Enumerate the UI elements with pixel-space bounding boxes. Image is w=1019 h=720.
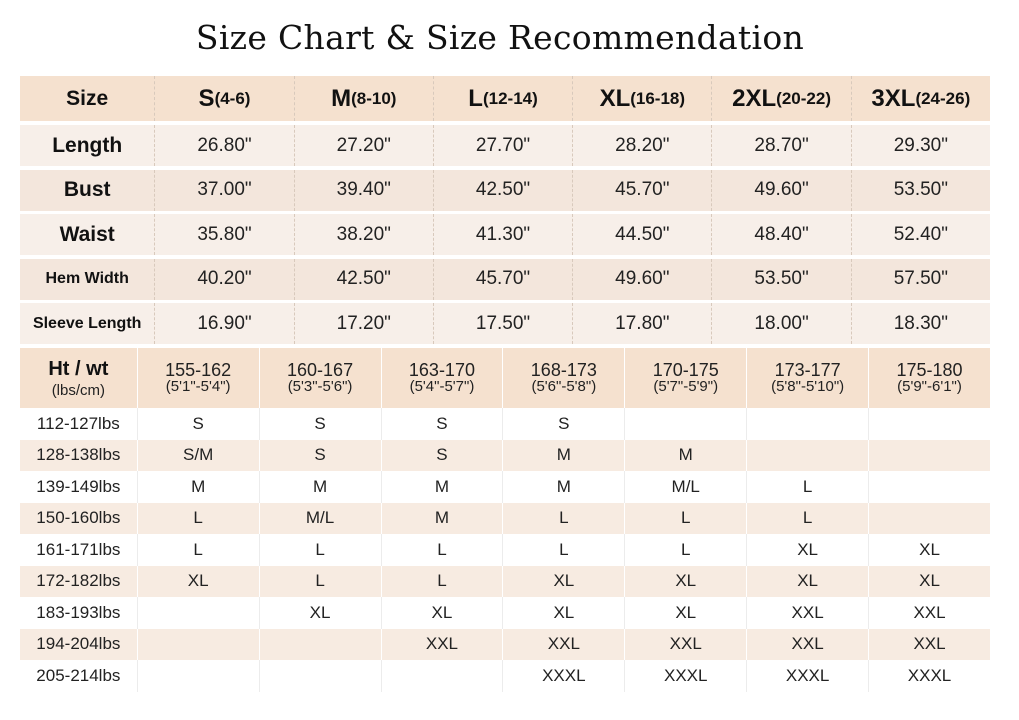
weight-range-label: 150-160lbs (36, 508, 121, 528)
size-range: (24-26) (915, 88, 971, 108)
recommended-size-cell: M (381, 471, 503, 503)
size-name: XL (599, 84, 631, 112)
measurement-value: 53.50" (893, 179, 948, 200)
height-cm-range: 163-170 (408, 360, 475, 380)
recommended-size-cell: M (502, 471, 624, 503)
weight-row (20, 440, 990, 472)
recommended-size-cell (137, 660, 259, 692)
weight-range-label: 205-214lbs (36, 665, 121, 685)
recommended-size-cell: XL (137, 566, 259, 598)
recommended-size-cell (259, 629, 381, 661)
height-cm-range: 170-175 (652, 360, 719, 380)
size-name: 2XL (732, 84, 777, 112)
size-range: (12-14) (482, 88, 538, 108)
measurement-value: 18.30" (893, 312, 948, 334)
measurement-value: 44.50" (573, 214, 712, 255)
recommended-size-cell: L (746, 471, 868, 503)
height-ft-range: (5'4"-5'7") (409, 378, 475, 395)
recommended-size-cell: XXL (868, 629, 990, 661)
height-cm-range: 155-162 (165, 360, 232, 380)
measurement-value: 52.40" (893, 223, 948, 245)
page-title: Size Chart & Size Recommendation (195, 18, 805, 57)
size-header-l (434, 76, 573, 121)
recommended-size-cell (746, 408, 868, 440)
recommended-size-cell (381, 660, 503, 692)
recommended-size-cell: L (502, 503, 624, 535)
height-column-header (259, 348, 381, 408)
recommended-size-cell: XXXL (502, 660, 624, 692)
recommended-size-cell: XL (624, 597, 746, 629)
height-ft-range: (5'6"-5'8") (531, 378, 597, 395)
measurement-value: 42.50" (295, 259, 434, 300)
recommendation-header-row (20, 348, 990, 408)
recommended-size-cell: M (502, 440, 624, 472)
recommended-size-cell (137, 597, 259, 629)
recommended-size-cell: M (624, 440, 746, 472)
recommended-size-cell: M/L (259, 503, 381, 535)
recommended-size-cell (746, 440, 868, 472)
size-header-s (155, 76, 294, 121)
recommended-size-cell: XXL (868, 597, 990, 629)
recommended-size-cell: S (381, 408, 503, 440)
measurement-label: Length (20, 125, 155, 166)
size-range: (16-18) (630, 88, 686, 108)
recommended-size-cell: L (259, 566, 381, 598)
recommended-size-cell: XXL (746, 629, 868, 661)
measurement-value: 37.00" (155, 170, 294, 211)
weight-range-label: 139-149lbs (36, 476, 121, 496)
measurement-value: 26.80" (155, 125, 294, 166)
recommended-size-cell: XL (502, 566, 624, 598)
measurement-value: 28.70" (712, 125, 851, 166)
weight-range-label: 112-127lbs (36, 413, 120, 433)
weight-range-label: 172-182lbs (36, 571, 121, 591)
recommended-size-cell: XL (868, 566, 990, 598)
height-cm-range: 175-180 (896, 360, 963, 380)
recommended-size-cell: S (502, 408, 624, 440)
measurement-value: 28.20" (573, 125, 712, 166)
weight-range-label: 194-204lbs (36, 634, 121, 654)
weight-row (20, 566, 990, 598)
height-column-header (381, 348, 503, 408)
ht-wt-corner (20, 348, 137, 408)
measurement-value: 17.50" (434, 303, 573, 344)
measurement-value: 41.30" (434, 214, 573, 255)
size-chart-row-bust (20, 170, 990, 211)
measurement-value: 40.20" (155, 259, 294, 300)
height-column-header (746, 348, 868, 408)
weight-row (20, 408, 990, 440)
recommended-size-cell: XXL (746, 597, 868, 629)
height-column-header (502, 348, 624, 408)
recommended-size-cell: XL (624, 566, 746, 598)
recommended-size-cell: XL (746, 566, 868, 598)
size-name: M (331, 84, 352, 112)
height-column-header (137, 348, 259, 408)
size-chart-row-waist (20, 214, 990, 255)
recommended-size-cell (868, 503, 990, 535)
measurement-label: Bust (20, 170, 155, 211)
recommended-size-cell: XL (381, 597, 503, 629)
measurement-value: 35.80" (155, 214, 294, 255)
recommended-size-cell: L (746, 503, 868, 535)
height-ft-range: (5'9"-6'1") (897, 378, 962, 395)
weight-range-label: 183-193lbs (36, 602, 121, 622)
size-recommendation-table (20, 348, 990, 692)
size-chart-row-length (20, 125, 990, 166)
measurement-value: 49.60" (573, 259, 712, 300)
size-corner-label: Size (20, 76, 155, 121)
height-ft-range: (5'7"-5'9") (653, 378, 719, 395)
recommended-size-cell (868, 471, 990, 503)
measurement-value: 42.50" (434, 170, 573, 211)
size-header-xl (573, 76, 712, 121)
recommended-size-cell: XL (746, 534, 868, 566)
weight-range-label: 128-138lbs (36, 445, 121, 465)
size-header-3xl (852, 76, 990, 121)
recommended-size-cell: S (381, 440, 503, 472)
recommended-size-cell: M (137, 471, 259, 503)
size-name: S (198, 84, 215, 112)
weight-row (20, 503, 990, 535)
measurement-value: 17.20" (295, 303, 434, 344)
measurement-value: 29.30" (893, 134, 948, 156)
recommended-size-cell: M (381, 503, 503, 535)
ht-wt-units: (lbs/cm) (51, 381, 106, 399)
recommended-size-cell: L (624, 534, 746, 566)
measurement-value: 18.00" (712, 303, 851, 344)
weight-row (20, 629, 990, 661)
recommended-size-cell: L (624, 503, 746, 535)
ht-wt-title: Ht / wt (48, 357, 109, 380)
measurement-value: 53.50" (712, 259, 851, 300)
recommended-size-cell: L (381, 534, 503, 566)
measurement-value: 45.70" (434, 259, 573, 300)
recommended-size-cell: L (502, 534, 624, 566)
recommended-size-cell: S (259, 408, 381, 440)
size-name: L (468, 84, 483, 112)
height-ft-range: (5'8"-5'10") (771, 378, 845, 395)
weight-row (20, 597, 990, 629)
recommended-size-cell: XL (868, 534, 990, 566)
height-ft-range: (5'1"-5'4") (165, 378, 231, 395)
recommended-size-cell (137, 629, 259, 661)
recommended-size-cell: XXL (381, 629, 503, 661)
height-ft-range: (5'3"-5'6") (287, 378, 353, 395)
recommended-size-cell: S (137, 408, 259, 440)
measurement-label: Sleeve Length (20, 303, 155, 344)
recommended-size-cell (624, 408, 746, 440)
weight-row (20, 471, 990, 503)
measurement-value: 16.90" (155, 303, 294, 344)
size-header-m (295, 76, 434, 121)
measurement-label: Waist (20, 214, 155, 255)
measurement-value: 27.70" (434, 125, 573, 166)
recommended-size-cell: XXXL (868, 660, 990, 692)
size-chart-row-hem-width (20, 259, 990, 300)
recommended-size-cell: L (259, 534, 381, 566)
recommended-size-cell: XXXL (746, 660, 868, 692)
measurement-label: Hem Width (20, 259, 155, 300)
measurement-value: 27.20" (295, 125, 434, 166)
recommended-size-cell (259, 660, 381, 692)
size-range: (8-10) (351, 88, 397, 108)
recommended-size-cell (868, 440, 990, 472)
recommended-size-cell: M/L (624, 471, 746, 503)
weight-row (20, 660, 990, 692)
size-range: (20-22) (776, 88, 831, 108)
recommended-size-cell: M (259, 471, 381, 503)
recommended-size-cell: XXL (502, 629, 624, 661)
size-chart-table (20, 76, 990, 348)
recommended-size-cell: L (381, 566, 503, 598)
measurement-value: 38.20" (295, 214, 434, 255)
size-chart-header-row (20, 76, 990, 121)
recommended-size-cell (868, 408, 990, 440)
measurement-value: 57.50" (893, 268, 948, 289)
height-cm-range: 168-173 (530, 360, 597, 380)
recommended-size-cell: XL (502, 597, 624, 629)
size-name: 3XL (871, 84, 916, 112)
measurement-value: 39.40" (295, 170, 434, 211)
recommended-size-cell: S/M (137, 440, 259, 472)
size-header-2xl (712, 76, 851, 121)
size-chart-row-sleeve-length (20, 303, 990, 344)
height-cm-range: 173-177 (774, 360, 841, 380)
recommended-size-cell: XXXL (624, 660, 746, 692)
measurement-value: 49.60" (712, 170, 851, 211)
height-column-header (624, 348, 746, 408)
measurement-value: 45.70" (573, 170, 712, 211)
weight-row (20, 534, 990, 566)
measurement-value: 48.40" (712, 214, 851, 255)
recommended-size-cell: S (259, 440, 381, 472)
height-cm-range: 160-167 (287, 360, 354, 380)
recommended-size-cell: L (137, 503, 259, 535)
height-column-header (868, 348, 990, 408)
weight-range-label: 161-171lbs (36, 539, 121, 559)
recommended-size-cell: L (137, 534, 259, 566)
size-range: (4-6) (214, 88, 251, 108)
recommended-size-cell: XXL (624, 629, 746, 661)
recommended-size-cell: XL (259, 597, 381, 629)
measurement-value: 17.80" (573, 303, 712, 344)
